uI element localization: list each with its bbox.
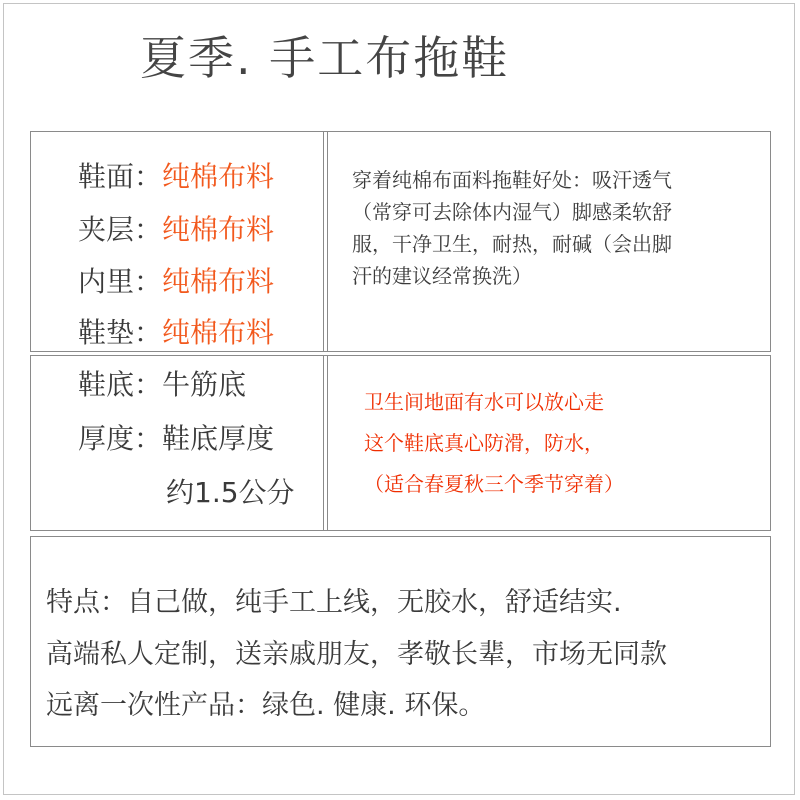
materials-divider [323, 131, 324, 352]
features-line: 远离一次性产品：绿色. 健康. 环保。 [46, 690, 486, 721]
sole-label: 鞋底： [78, 368, 163, 401]
features-line: 特点：自己做，纯手工上线，无胶水，舒适结实. [46, 587, 622, 618]
sole-row [78, 368, 246, 402]
benefits-text [352, 164, 752, 292]
materials-divider-inner [327, 131, 328, 352]
benefits-line: 汗的建议经常换洗） [352, 264, 532, 288]
material-value: 纯棉布料 [162, 213, 275, 246]
material-label: 夹层： [78, 213, 163, 246]
thickness-label: 厚度： [78, 422, 163, 455]
material-label: 鞋面： [78, 160, 163, 193]
material-value: 纯棉布料 [162, 265, 275, 298]
antislip-line: （适合春夏秋三个季节穿着） [364, 472, 624, 496]
thickness-row-2 [166, 476, 295, 510]
benefits-line: 服，干净卫生，耐热，耐碱（会出脚 [352, 232, 672, 256]
material-value: 纯棉布料 [162, 316, 275, 349]
material-row-upper [78, 160, 274, 194]
sole-divider-inner [327, 355, 328, 531]
thickness-value: 鞋底厚度 [162, 422, 275, 455]
features-line: 高端私人定制，送亲戚朋友，孝敬长辈，市场无同款 [46, 639, 667, 670]
material-row-middle [78, 213, 274, 247]
sole-value: 牛筋底 [162, 368, 247, 401]
material-value: 纯棉布料 [162, 160, 275, 193]
material-label: 鞋垫： [78, 316, 163, 349]
sole-divider [323, 355, 324, 531]
antislip-line: 这个鞋底真心防滑，防水， [364, 431, 604, 455]
thickness-row [78, 422, 274, 456]
material-row-insole [78, 316, 274, 350]
benefits-line: （常穿可去除体内湿气）脚感柔软舒 [352, 200, 672, 224]
page-title: 夏季. 手工布拖鞋 [140, 31, 510, 85]
material-label: 内里： [78, 265, 163, 298]
thickness-value-2: 约1.5公分 [166, 476, 295, 509]
antislip-line: 卫生间地面有水可以放心走 [364, 390, 604, 414]
material-row-lining [78, 265, 274, 299]
benefits-line: 穿着纯棉布面料拖鞋好处：吸汗透气 [352, 168, 672, 192]
